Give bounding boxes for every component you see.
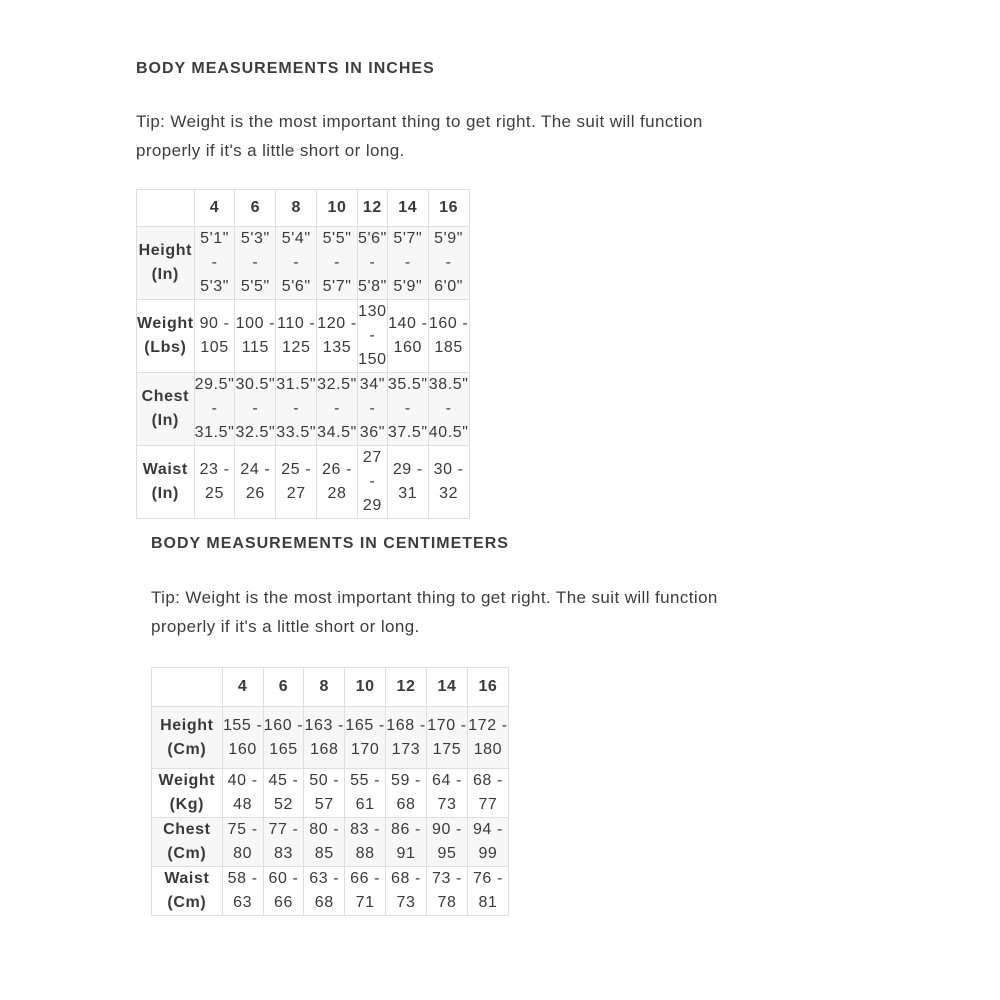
cell-line-1: 140 - <box>388 315 428 332</box>
measurement-cell <box>467 769 508 818</box>
cell-line-1: 5'4" - <box>281 230 311 271</box>
cell-line-1: 40 - 48 <box>227 772 258 813</box>
cell-line-1: 38.5" - <box>428 376 469 417</box>
cell-line-1: 58 - 63 <box>227 870 258 911</box>
measurement-cell <box>428 446 469 519</box>
cell-line-1: 26 - 28 <box>322 461 353 502</box>
centimeters-heading: BODY MEASUREMENTS IN CENTIMETERS <box>151 535 509 552</box>
measurement-row <box>137 446 470 519</box>
measurement-cell <box>345 867 386 916</box>
cell-line-2: 5'9" <box>393 278 423 295</box>
size-header-10: 10 <box>345 668 386 707</box>
measurement-cell <box>357 300 387 373</box>
centimeters-tip-line-2: properly if it's a little short or long. <box>151 617 420 636</box>
cell-line-1: 83 - 88 <box>350 821 381 862</box>
row-label <box>152 769 223 818</box>
size-header-12: 12 <box>386 668 427 707</box>
measurement-row <box>152 867 509 916</box>
row-label <box>137 373 195 446</box>
measurement-cell <box>304 867 345 916</box>
corner-cell <box>152 668 223 707</box>
cell-line-1: 64 - 73 <box>431 772 462 813</box>
size-header-8: 8 <box>304 668 345 707</box>
cell-line-1: 63 - 68 <box>309 870 340 911</box>
measurement-cell <box>317 373 358 446</box>
cell-line-1: 5'7" - <box>393 230 423 271</box>
inches-tip-line-2: properly if it's a little short or long. <box>136 141 405 160</box>
cell-line-1: 100 - <box>235 315 276 332</box>
cell-line-2: 32.5" <box>235 424 276 441</box>
size-header-16: 16 <box>467 668 508 707</box>
cell-line-2: 40.5" <box>428 424 469 441</box>
cell-line-2: 180 <box>473 740 503 758</box>
measurement-cell <box>317 446 358 519</box>
inches-tip <box>136 107 703 165</box>
cell-line-2: 5'7" <box>322 278 352 295</box>
measurement-cell <box>263 818 304 867</box>
measurement-cell <box>317 300 358 373</box>
inches-size-table <box>136 189 470 519</box>
measurement-cell <box>263 769 304 818</box>
measurement-cell <box>317 227 358 300</box>
measurement-cell <box>386 867 427 916</box>
cell-line-1: 110 - <box>277 315 316 332</box>
measurement-cell <box>467 818 508 867</box>
cell-line-1: 5'5" - <box>322 230 352 271</box>
centimeters-size-table <box>151 667 509 916</box>
row-label-line-1: Chest (Cm) <box>163 821 211 862</box>
measurement-cell <box>345 707 386 769</box>
cell-line-1: 32.5" - <box>317 376 357 417</box>
measurement-cell <box>263 707 304 769</box>
measurement-cell <box>386 707 427 769</box>
cell-line-1: 68 - 77 <box>472 772 503 813</box>
cell-line-1: 30.5" - <box>235 376 276 417</box>
size-header-10: 10 <box>317 190 358 227</box>
cell-line-2: 115 <box>241 339 270 356</box>
measurement-row <box>137 373 470 446</box>
cell-line-2: 29 <box>362 497 382 514</box>
row-label <box>152 818 223 867</box>
cell-line-1: 90 - 95 <box>431 821 462 862</box>
cell-line-1: 29 - 31 <box>392 461 423 502</box>
measurement-cell <box>276 446 317 519</box>
size-header-row <box>137 190 470 227</box>
corner-cell <box>137 190 195 227</box>
cell-line-1: 80 - 85 <box>309 821 340 862</box>
cell-line-2: 6'0" <box>434 278 464 295</box>
measurement-cell <box>386 769 427 818</box>
size-header-4: 4 <box>222 668 263 707</box>
cell-line-1: 27 - <box>362 449 382 490</box>
cell-line-1: 170 - <box>427 716 467 734</box>
measurement-cell <box>222 769 263 818</box>
measurement-cell <box>345 769 386 818</box>
measurement-cell <box>235 446 276 519</box>
centimeters-section <box>151 533 718 911</box>
cell-line-1: 160 - <box>263 716 304 734</box>
cell-line-1: 24 - 26 <box>240 461 271 502</box>
cell-line-1: 165 - <box>345 716 385 734</box>
measurement-cell <box>235 227 276 300</box>
row-label-line-1: Weight (Kg) <box>158 772 216 813</box>
cell-line-1: 34" - <box>359 376 386 417</box>
measurement-cell <box>194 227 235 300</box>
measurement-row <box>152 707 509 769</box>
size-header-4: 4 <box>194 190 235 227</box>
inches-section <box>136 58 703 514</box>
cell-line-2: 125 <box>281 339 311 356</box>
row-label-line-1: Waist (Cm) <box>164 870 210 911</box>
size-header-6: 6 <box>263 668 304 707</box>
size-header-row <box>152 668 509 707</box>
measurement-cell <box>276 300 317 373</box>
measurement-cell <box>276 227 317 300</box>
cell-line-2: 160 <box>393 339 423 356</box>
cell-line-2: 5'6" <box>281 278 311 295</box>
measurement-cell <box>387 227 428 300</box>
measurement-cell <box>304 769 345 818</box>
cell-line-1: 75 - 80 <box>227 821 258 862</box>
cell-line-1: 168 - <box>386 716 426 734</box>
size-header-14: 14 <box>426 668 467 707</box>
row-label-line-1: Chest <box>141 388 190 405</box>
inches-heading: BODY MEASUREMENTS IN INCHES <box>136 60 435 77</box>
measurement-cell <box>387 300 428 373</box>
cell-line-1: 5'3" - <box>240 230 270 271</box>
cell-line-2: 160 <box>228 740 257 758</box>
cell-line-2: 165 <box>269 740 298 758</box>
cell-line-2: 5'3" <box>200 278 230 295</box>
measurement-cell <box>345 818 386 867</box>
cell-line-2: 150 <box>358 351 387 368</box>
cell-line-2: 135 <box>322 339 352 356</box>
measurement-cell <box>235 300 276 373</box>
cell-line-1: 68 - 73 <box>391 870 421 911</box>
size-header-14: 14 <box>387 190 428 227</box>
cell-line-1: 60 - 66 <box>268 870 299 911</box>
measurement-cell <box>222 818 263 867</box>
cell-line-1: 76 - 81 <box>472 870 503 911</box>
centimeters-tip <box>151 583 718 641</box>
cell-line-1: 77 - 83 <box>268 821 299 862</box>
measurement-cell <box>222 867 263 916</box>
size-header-8: 8 <box>276 190 317 227</box>
measurement-cell <box>357 227 387 300</box>
cell-line-1: 5'6" - <box>357 230 387 271</box>
cell-line-1: 90 - 105 <box>199 315 230 356</box>
cell-line-1: 66 - 71 <box>350 870 381 911</box>
cell-line-2: 175 <box>432 740 462 758</box>
row-label-line-2: (In) <box>151 266 179 283</box>
measurement-cell <box>467 707 508 769</box>
cell-line-2: 37.5" <box>387 424 428 441</box>
measurement-cell <box>428 373 469 446</box>
cell-line-2: 33.5" <box>276 424 317 441</box>
cell-line-1: 25 - 27 <box>281 461 312 502</box>
cell-line-1: 86 - 91 <box>391 821 421 862</box>
cell-line-2: 31.5" <box>194 424 235 441</box>
cell-line-2: 185 <box>434 339 463 356</box>
measurement-cell <box>426 707 467 769</box>
cell-line-1: 29.5" - <box>194 376 235 417</box>
row-label <box>137 300 195 373</box>
measurement-cell <box>426 867 467 916</box>
row-label <box>152 867 223 916</box>
cell-line-1: 30 - 32 <box>433 461 464 502</box>
size-header-6: 6 <box>235 190 276 227</box>
cell-line-1: 120 - <box>317 315 357 332</box>
measurement-cell <box>235 373 276 446</box>
centimeters-tip-line-1: Tip: Weight is the most important thing to get right. The suit will function <box>151 588 718 607</box>
cell-line-1: 35.5" - <box>387 376 428 417</box>
size-header-12: 12 <box>357 190 387 227</box>
row-label-line-1: Weight <box>137 315 194 332</box>
measurement-cell <box>222 707 263 769</box>
cell-line-2: 34.5" <box>317 424 357 441</box>
measurement-row <box>152 769 509 818</box>
measurement-cell <box>194 373 235 446</box>
cell-line-2: 5'8" <box>357 278 387 295</box>
inches-tip-line-1: Tip: Weight is the most important thing to get right. The suit will function <box>136 112 703 131</box>
row-label-line-1: Height <box>160 716 214 734</box>
measurement-cell <box>428 300 469 373</box>
measurement-cell <box>426 818 467 867</box>
row-label <box>137 446 195 519</box>
measurement-cell <box>387 373 428 446</box>
measurement-row <box>137 300 470 373</box>
cell-line-1: 5'9" - <box>434 230 464 271</box>
cell-line-1: 5'1" - <box>200 230 230 271</box>
measurement-cell <box>194 446 235 519</box>
row-label-line-1: Height <box>138 242 192 259</box>
measurement-cell <box>304 818 345 867</box>
cell-line-2: 173 <box>391 740 421 758</box>
cell-line-1: 45 - 52 <box>268 772 299 813</box>
measurement-cell <box>357 373 387 446</box>
cell-line-2: 5'5" <box>240 278 270 295</box>
measurement-cell <box>304 707 345 769</box>
cell-line-1: 172 - <box>468 716 508 734</box>
measurement-row <box>137 227 470 300</box>
cell-line-1: 50 - 57 <box>309 772 340 813</box>
measurement-cell <box>357 446 387 519</box>
row-label-line-2: (In) <box>151 485 179 502</box>
row-label-line-2: (Cm) <box>167 740 207 758</box>
cell-line-1: 94 - 99 <box>472 821 503 862</box>
cell-line-2: 36" <box>359 424 386 441</box>
measurement-cell <box>194 300 235 373</box>
row-label-line-2: (In) <box>151 412 179 429</box>
cell-line-2: 170 <box>350 740 380 758</box>
row-label <box>137 227 195 300</box>
cell-line-1: 160 - <box>428 315 469 332</box>
cell-line-1: 59 - 68 <box>391 772 421 813</box>
measurement-cell <box>426 769 467 818</box>
measurement-cell <box>263 867 304 916</box>
measurement-row <box>152 818 509 867</box>
cell-line-1: 163 - <box>304 716 344 734</box>
measurement-cell <box>276 373 317 446</box>
measurement-cell <box>386 818 427 867</box>
cell-line-1: 23 - 25 <box>199 461 230 502</box>
row-label-line-1: Waist <box>142 461 188 478</box>
cell-line-1: 73 - 78 <box>431 870 462 911</box>
row-label <box>152 707 223 769</box>
cell-line-1: 130 - <box>358 303 387 344</box>
measurement-cell <box>387 446 428 519</box>
row-label-line-2: (Lbs) <box>144 339 187 356</box>
measurement-cell <box>428 227 469 300</box>
measurement-cell <box>467 867 508 916</box>
cell-line-2: 168 <box>309 740 339 758</box>
cell-line-1: 55 - 61 <box>350 772 381 813</box>
cell-line-1: 31.5" - <box>276 376 317 417</box>
size-header-16: 16 <box>428 190 469 227</box>
cell-line-1: 155 - <box>222 716 263 734</box>
